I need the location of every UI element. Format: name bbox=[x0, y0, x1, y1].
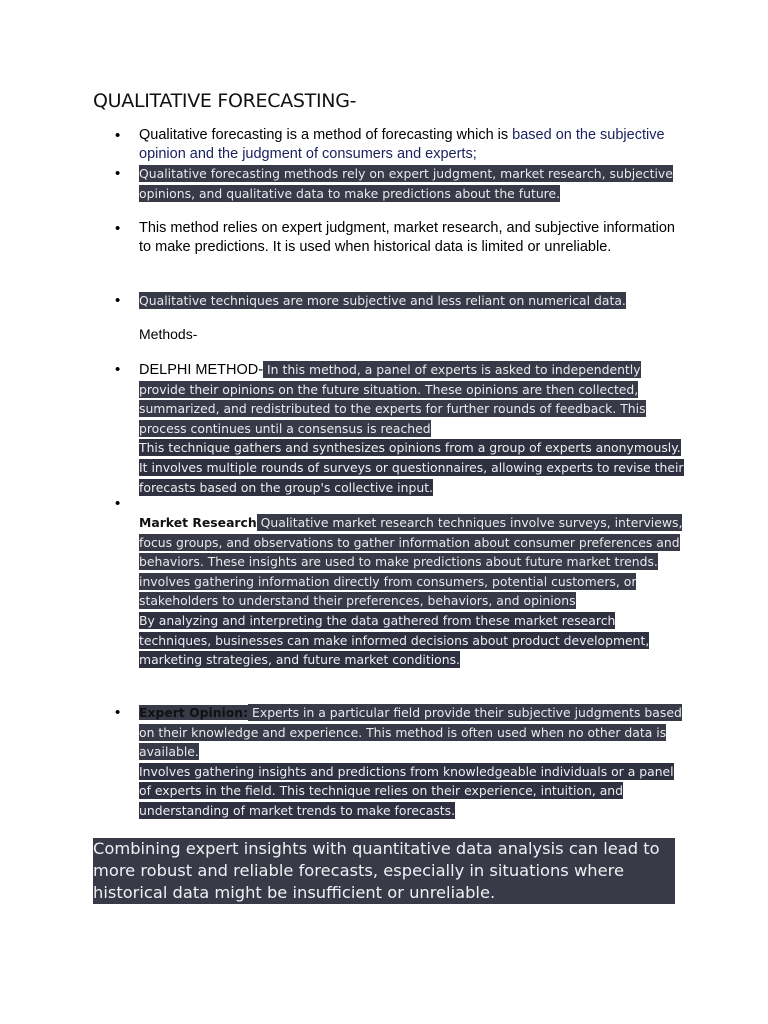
bullet-expert-opinion bbox=[139, 703, 684, 821]
method-relies-text: This method relies on expert judgment, market research, and subjective information to make predictions. It is used when historical data is limited or unreliable. bbox=[139, 220, 675, 255]
bullet-dot-icon: • bbox=[115, 165, 121, 182]
expert-opinion-text: Experts in a particular field provide their subjective judgments based on their knowledge and experience. This method is often used when no other data is available. bbox=[139, 705, 682, 760]
subjective-techniques-text: Qualitative techniques are more subjective and less reliant on numerical data. bbox=[139, 293, 626, 308]
page-title: QUALITATIVE FORECASTING- bbox=[93, 90, 357, 112]
bullet-dot-icon: • bbox=[115, 495, 121, 512]
definition-text: Qualitative forecasting is a method of forecasting which is bbox=[139, 127, 513, 143]
definition-highlight-text: based on the subjective opinion and the judgment of consumers and experts; bbox=[139, 127, 665, 162]
market-research-label: Market Research bbox=[139, 515, 257, 530]
bullet-subjective-techniques bbox=[139, 291, 684, 311]
bullet-definition bbox=[139, 126, 684, 163]
conclusion-paragraph: Combining expert insights with quantitative data analysis can lead to more robust and reliable forecasts, especially in situations where historical data might be insufficient or unreliable. bbox=[93, 838, 675, 904]
bullet-dot-icon: • bbox=[115, 361, 121, 378]
market-research-text: Qualitative market research techniques involve surveys, interviews, focus groups, and observations to gather information about consumer preferences and behaviors. These insights are used to make predictions about future market trends. bbox=[139, 515, 683, 570]
bullet-dot-icon: • bbox=[115, 704, 121, 721]
market-research-text-2: involves gathering information directly from consumers, potential customers, or stakeholders to understand their preferences, behaviors, and opinions bbox=[139, 573, 637, 609]
delphi-text-2: This technique gathers and synthesizes opinions from a group of experts anonymously. It involves multiple rounds of surveys or questionnaires, allowing experts to revise their forecasts based on the group's collective input. bbox=[139, 440, 684, 495]
methods-label: Methods- bbox=[139, 326, 198, 342]
bullet-delphi-method bbox=[139, 360, 684, 497]
bullet-market-research bbox=[139, 513, 684, 670]
bullet-dot-icon: • bbox=[115, 220, 121, 237]
bullet-method-relies bbox=[139, 219, 684, 256]
bullet-expert-judgment bbox=[139, 164, 684, 203]
delphi-label: DELPHI METHOD- bbox=[139, 362, 264, 378]
expert-judgment-text: Qualitative forecasting methods rely on expert judgment, market research, subjective opinions, and qualitative data to make predictions about the future. bbox=[139, 166, 673, 201]
bullet-dot-icon: • bbox=[115, 127, 121, 144]
expert-opinion-label: Expert Opinion: bbox=[139, 705, 249, 720]
market-research-text-3: By analyzing and interpreting the data gathered from these market research techniques, businesses can make informed decisions about product development, marketing strategies, and future market conditions. bbox=[139, 612, 650, 668]
bullet-dot-icon: • bbox=[115, 292, 121, 309]
expert-opinion-text-2: Involves gathering insights and predictions from knowledgeable individuals or a panel of experts in the field. This technique relies on their experience, intuition, and understanding of market trends to make forecasts. bbox=[139, 763, 674, 818]
delphi-text: In this method, a panel of experts is asked to independently provide their opinions on the future situation. These opinions are then collected, summarized, and redistributed to the experts for further rounds of feedback. This process continues until a consensus is reached bbox=[139, 362, 646, 436]
